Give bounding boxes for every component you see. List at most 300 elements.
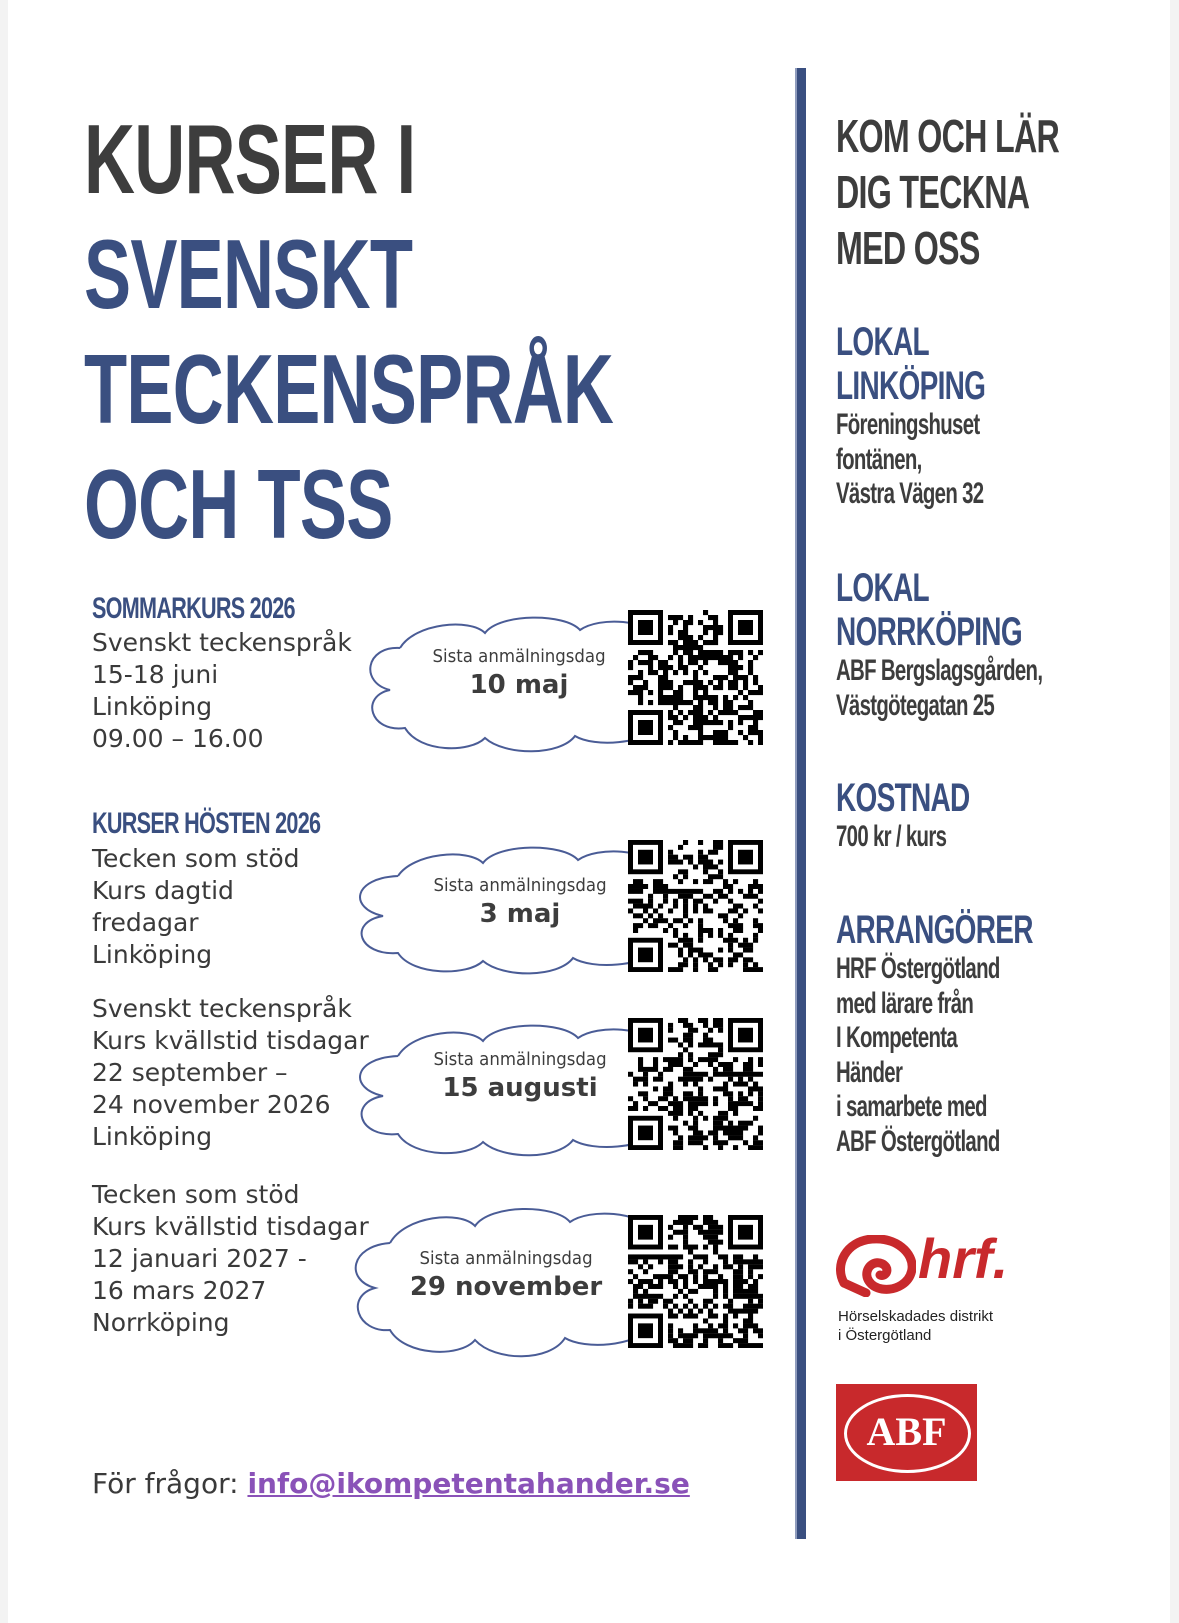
qr-module xyxy=(688,938,693,943)
qr-module xyxy=(643,1106,648,1111)
qr-module xyxy=(683,1121,688,1126)
qr-module xyxy=(723,740,728,745)
deadline-label: Sista anmälningsdag xyxy=(419,1248,593,1269)
organizer-line: I Kompetenta xyxy=(836,1021,958,1054)
qr-module xyxy=(683,1279,688,1284)
qr-module xyxy=(753,1323,758,1328)
qr-module xyxy=(698,705,703,710)
qr-module xyxy=(713,1235,718,1240)
qr-module xyxy=(713,1279,718,1284)
qr-module xyxy=(703,685,708,690)
qr-module xyxy=(713,840,718,845)
qr-module xyxy=(693,655,698,660)
qr-module xyxy=(673,967,678,972)
qr-module xyxy=(708,879,713,884)
qr-module xyxy=(713,1042,718,1047)
qr-module xyxy=(698,1072,703,1077)
course-2-line: Linköping xyxy=(92,940,213,969)
qr-module xyxy=(733,1279,738,1284)
qr-code-1[interactable] xyxy=(628,610,763,745)
qr-module xyxy=(698,840,703,845)
qr-module xyxy=(653,1067,658,1072)
qr-module xyxy=(708,1215,713,1220)
qr-module xyxy=(693,640,698,645)
qr-module xyxy=(678,1101,683,1106)
qr-module xyxy=(753,918,758,923)
qr-module xyxy=(743,957,748,962)
organizer-line: med lärare från xyxy=(836,986,974,1020)
qr-module xyxy=(728,884,733,889)
qr-module xyxy=(698,735,703,740)
qr-module xyxy=(728,943,733,948)
qr-module xyxy=(748,1294,753,1299)
qr-module xyxy=(638,695,643,700)
qr-module xyxy=(703,660,708,665)
qr-module xyxy=(648,650,653,655)
qr-module xyxy=(758,735,763,740)
qr-module xyxy=(683,1033,688,1038)
qr-module xyxy=(708,615,713,620)
qr-module xyxy=(678,1220,683,1225)
qr-module xyxy=(688,894,693,899)
qr-module xyxy=(713,1057,718,1062)
qr-module xyxy=(638,1067,643,1072)
qr-module xyxy=(713,640,718,645)
qr-module xyxy=(683,740,688,745)
qr-module xyxy=(743,685,748,690)
qr-module xyxy=(643,1289,648,1294)
qr-module xyxy=(678,1289,683,1294)
qr-module xyxy=(708,850,713,855)
qr-module xyxy=(713,625,718,630)
qr-module xyxy=(683,620,688,625)
deadline-date: 3 maj xyxy=(479,899,561,929)
qr-module xyxy=(728,650,733,655)
qr-module xyxy=(678,710,683,715)
qr-module xyxy=(688,952,693,957)
qr-module xyxy=(718,874,723,879)
qr-module xyxy=(693,1126,698,1131)
qr-module xyxy=(668,665,673,670)
qr-module xyxy=(663,889,668,894)
qr-finder-pattern xyxy=(638,720,653,735)
qr-module xyxy=(703,1338,708,1343)
organizers-heading: ARRANGÖRER xyxy=(836,908,1033,952)
qr-module xyxy=(663,685,668,690)
qr-module xyxy=(753,967,758,972)
qr-module xyxy=(698,933,703,938)
qr-module xyxy=(708,1042,713,1047)
qr-module xyxy=(683,1274,688,1279)
qr-module xyxy=(693,670,698,675)
qr-module xyxy=(703,670,708,675)
qr-module xyxy=(688,860,693,865)
qr-module xyxy=(688,725,693,730)
qr-module xyxy=(718,957,723,962)
qr-module xyxy=(683,840,688,845)
qr-module xyxy=(708,908,713,913)
qr-module xyxy=(738,943,743,948)
qr-module xyxy=(683,1082,688,1087)
qr-module xyxy=(753,879,758,884)
qr-module xyxy=(683,635,688,640)
qr-module xyxy=(698,730,703,735)
qr-module xyxy=(698,1225,703,1230)
qr-module xyxy=(658,685,663,690)
qr-module xyxy=(688,1245,693,1250)
qr-module xyxy=(708,1077,713,1082)
qr-module xyxy=(758,1126,763,1131)
qr-module xyxy=(643,1279,648,1284)
qr-module xyxy=(708,952,713,957)
qr-module xyxy=(673,695,678,700)
qr-module xyxy=(713,1314,718,1319)
qr-module xyxy=(753,1116,758,1121)
qr-module xyxy=(698,1230,703,1235)
qr-module xyxy=(668,923,673,928)
qr-module xyxy=(668,1338,673,1343)
qr-module xyxy=(643,1096,648,1101)
qr-module xyxy=(708,874,713,879)
qr-module xyxy=(708,1057,713,1062)
qr-module xyxy=(678,1145,683,1150)
qr-module xyxy=(698,650,703,655)
qr-module xyxy=(638,1091,643,1096)
qr-module xyxy=(758,1057,763,1062)
qr-module xyxy=(648,894,653,899)
qr-module xyxy=(638,1304,643,1309)
qr-module xyxy=(648,700,653,705)
hrf-caption xyxy=(838,1307,993,1345)
qr-module xyxy=(723,1289,728,1294)
qr-module xyxy=(723,1323,728,1328)
qr-module xyxy=(668,700,673,705)
qr-module xyxy=(638,1264,643,1269)
qr-module xyxy=(718,1274,723,1279)
qr-module xyxy=(723,700,728,705)
venue-heading: NORRKÖPING xyxy=(836,610,1022,654)
qr-module xyxy=(653,1057,658,1062)
qr-module xyxy=(713,1225,718,1230)
qr-module xyxy=(688,855,693,860)
qr-module xyxy=(743,943,748,948)
qr-module xyxy=(658,1072,663,1077)
qr-module xyxy=(753,1082,758,1087)
qr-module xyxy=(748,1057,753,1062)
qr-module xyxy=(688,640,693,645)
qr-module xyxy=(698,1254,703,1259)
hrf-logo xyxy=(836,1227,1036,1345)
qr-module xyxy=(678,952,683,957)
qr-module xyxy=(633,690,638,695)
qr-module xyxy=(733,1274,738,1279)
qr-module xyxy=(673,1126,678,1131)
qr-module xyxy=(753,680,758,685)
qr-module xyxy=(648,655,653,660)
qr-module xyxy=(713,635,718,640)
sidebar-norrkoping xyxy=(836,566,1139,723)
qr-module xyxy=(748,1121,753,1126)
qr-module xyxy=(753,1343,758,1348)
qr-module xyxy=(708,700,713,705)
qr-module xyxy=(728,1106,733,1111)
qr-module xyxy=(683,869,688,874)
qr-module xyxy=(688,1052,693,1057)
qr-module xyxy=(688,1333,693,1338)
qr-module xyxy=(728,1072,733,1077)
qr-module xyxy=(758,650,763,655)
course-1-line: 15-18 juni xyxy=(92,660,219,689)
qr-module xyxy=(753,962,758,967)
qr-module xyxy=(703,1254,708,1259)
qr-module xyxy=(713,1116,718,1121)
qr-module xyxy=(673,1062,678,1067)
qr-code-3[interactable] xyxy=(628,1018,763,1150)
qr-module xyxy=(628,884,633,889)
qr-module xyxy=(723,1254,728,1259)
qr-module xyxy=(718,1225,723,1230)
hrf-caption-line: i Östergötland xyxy=(838,1327,932,1344)
qr-module xyxy=(658,675,663,680)
cost-heading: KOSTNAD xyxy=(836,776,970,820)
course-4-line: Tecken som stöd xyxy=(92,1180,300,1209)
qr-module xyxy=(753,933,758,938)
qr-module xyxy=(718,720,723,725)
qr-module xyxy=(653,923,658,928)
qr-module xyxy=(668,1314,673,1319)
qr-module xyxy=(688,1038,693,1043)
qr-module xyxy=(708,735,713,740)
course-1-details xyxy=(92,627,352,755)
qr-module xyxy=(678,1077,683,1082)
qr-module xyxy=(683,1077,688,1082)
qr-module xyxy=(638,1077,643,1082)
qr-module xyxy=(688,650,693,655)
qr-module xyxy=(728,957,733,962)
qr-module xyxy=(708,1038,713,1043)
qr-module xyxy=(713,1052,718,1057)
qr-module xyxy=(698,665,703,670)
qr-module xyxy=(683,645,688,650)
qr-module xyxy=(748,665,753,670)
qr-module xyxy=(708,650,713,655)
qr-module xyxy=(753,1086,758,1091)
qr-module xyxy=(688,1101,693,1106)
qr-module xyxy=(688,655,693,660)
qr-module xyxy=(638,650,643,655)
qr-module xyxy=(733,938,738,943)
qr-module xyxy=(748,1077,753,1082)
qr-module xyxy=(683,933,688,938)
qr-module xyxy=(738,1328,743,1333)
organizer-line: ABF Östergötland xyxy=(836,1124,1000,1158)
qr-module xyxy=(758,884,763,889)
qr-module xyxy=(753,690,758,695)
qr-module xyxy=(658,913,663,918)
qr-module xyxy=(653,1077,658,1082)
qr-module xyxy=(713,620,718,625)
qr-module xyxy=(728,705,733,710)
qr-module xyxy=(668,850,673,855)
qr-module xyxy=(703,1343,708,1348)
qr-module xyxy=(753,1284,758,1289)
qr-module xyxy=(683,1240,688,1245)
qr-module xyxy=(748,705,753,710)
qr-module xyxy=(718,730,723,735)
qr-module xyxy=(663,1299,668,1304)
qr-module xyxy=(673,1220,678,1225)
qr-module xyxy=(723,938,728,943)
qr-module xyxy=(708,933,713,938)
qr-module xyxy=(738,1072,743,1077)
qr-module xyxy=(758,1062,763,1067)
venue-address: Föreningshuset xyxy=(836,408,980,441)
qr-module xyxy=(703,610,708,615)
qr-module xyxy=(678,700,683,705)
qr-module xyxy=(658,695,663,700)
qr-module xyxy=(683,913,688,918)
qr-module xyxy=(753,1294,758,1299)
qr-module xyxy=(683,1333,688,1338)
qr-module xyxy=(728,1299,733,1304)
qr-module xyxy=(643,1269,648,1274)
qr-module xyxy=(723,1259,728,1264)
qr-module xyxy=(643,1082,648,1087)
qr-module xyxy=(758,710,763,715)
qr-module xyxy=(708,962,713,967)
qr-module xyxy=(713,1240,718,1245)
qr-module xyxy=(708,655,713,660)
qr-module xyxy=(733,1309,738,1314)
qr-module xyxy=(658,1274,663,1279)
qr-module xyxy=(653,670,658,675)
qr-module xyxy=(698,1309,703,1314)
qr-module xyxy=(733,904,738,909)
qr-module xyxy=(708,860,713,865)
deadline-date: 10 maj xyxy=(469,670,569,700)
qr-module xyxy=(658,884,663,889)
qr-module xyxy=(678,665,683,670)
qr-module xyxy=(683,670,688,675)
qr-module xyxy=(728,1130,733,1135)
qr-module xyxy=(653,1254,658,1259)
qr-module xyxy=(718,913,723,918)
qr-module xyxy=(748,1269,753,1274)
qr-module xyxy=(713,1264,718,1269)
qr-module xyxy=(683,640,688,645)
qr-module xyxy=(713,1269,718,1274)
qr-module xyxy=(753,1304,758,1309)
qr-code-4[interactable] xyxy=(628,1215,763,1348)
qr-module xyxy=(718,1279,723,1284)
qr-module xyxy=(733,660,738,665)
qr-module xyxy=(713,1067,718,1072)
qr-module xyxy=(673,933,678,938)
qr-module xyxy=(683,680,688,685)
qr-module xyxy=(698,899,703,904)
qr-module xyxy=(628,899,633,904)
qr-module xyxy=(683,874,688,879)
qr-module xyxy=(748,1323,753,1328)
qr-module xyxy=(703,1215,708,1220)
qr-module xyxy=(663,1067,668,1072)
qr-module xyxy=(703,1245,708,1250)
qr-module xyxy=(753,938,758,943)
qr-module xyxy=(638,1062,643,1067)
qr-module xyxy=(693,695,698,700)
qr-module xyxy=(748,1299,753,1304)
qr-module xyxy=(753,725,758,730)
qr-module xyxy=(688,1220,693,1225)
deadline-label: Sista anmälningsdag xyxy=(433,875,607,896)
qr-module xyxy=(698,948,703,953)
qr-module xyxy=(738,952,743,957)
qr-module xyxy=(658,680,663,685)
qr-module xyxy=(723,730,728,735)
qr-module xyxy=(683,908,688,913)
qr-module xyxy=(723,913,728,918)
qr-module xyxy=(673,1101,678,1106)
qr-module xyxy=(753,1279,758,1284)
qr-module xyxy=(743,1096,748,1101)
qr-module xyxy=(663,928,668,933)
qr-module xyxy=(703,869,708,874)
qr-module xyxy=(758,1145,763,1150)
qr-module xyxy=(728,1343,733,1348)
qr-module xyxy=(743,1343,748,1348)
qr-finder-pattern xyxy=(738,620,753,635)
qr-module xyxy=(698,1091,703,1096)
qr-module xyxy=(698,685,703,690)
qr-module xyxy=(753,1106,758,1111)
qr-module xyxy=(698,938,703,943)
qr-module xyxy=(718,840,723,845)
qr-module xyxy=(718,1333,723,1338)
qr-module xyxy=(698,1042,703,1047)
qr-code-2[interactable] xyxy=(628,840,763,972)
qr-finder-pattern xyxy=(638,850,653,865)
qr-module xyxy=(758,1343,763,1348)
qr-module xyxy=(723,1333,728,1338)
qr-module xyxy=(713,715,718,720)
qr-module xyxy=(728,1096,733,1101)
qr-module xyxy=(688,1067,693,1072)
qr-module xyxy=(703,1072,708,1077)
qr-module xyxy=(738,1269,743,1274)
qr-module xyxy=(693,948,698,953)
qr-module xyxy=(748,1314,753,1319)
contact-email-link[interactable]: info@ikompetentahander.se xyxy=(247,1467,690,1500)
qr-module xyxy=(723,1072,728,1077)
qr-module xyxy=(693,720,698,725)
qr-module xyxy=(728,1101,733,1106)
qr-module xyxy=(678,660,683,665)
qr-module xyxy=(738,1289,743,1294)
title-line-4: OCH TSS xyxy=(84,449,393,559)
qr-module xyxy=(723,1279,728,1284)
qr-module xyxy=(713,740,718,745)
qr-module xyxy=(748,1309,753,1314)
abf-logo xyxy=(836,1384,977,1481)
qr-module xyxy=(638,670,643,675)
qr-module xyxy=(708,710,713,715)
qr-module xyxy=(643,1304,648,1309)
qr-module xyxy=(708,1309,713,1314)
qr-module xyxy=(743,1338,748,1343)
qr-module xyxy=(708,625,713,630)
qr-module xyxy=(723,1062,728,1067)
qr-module xyxy=(718,1254,723,1259)
